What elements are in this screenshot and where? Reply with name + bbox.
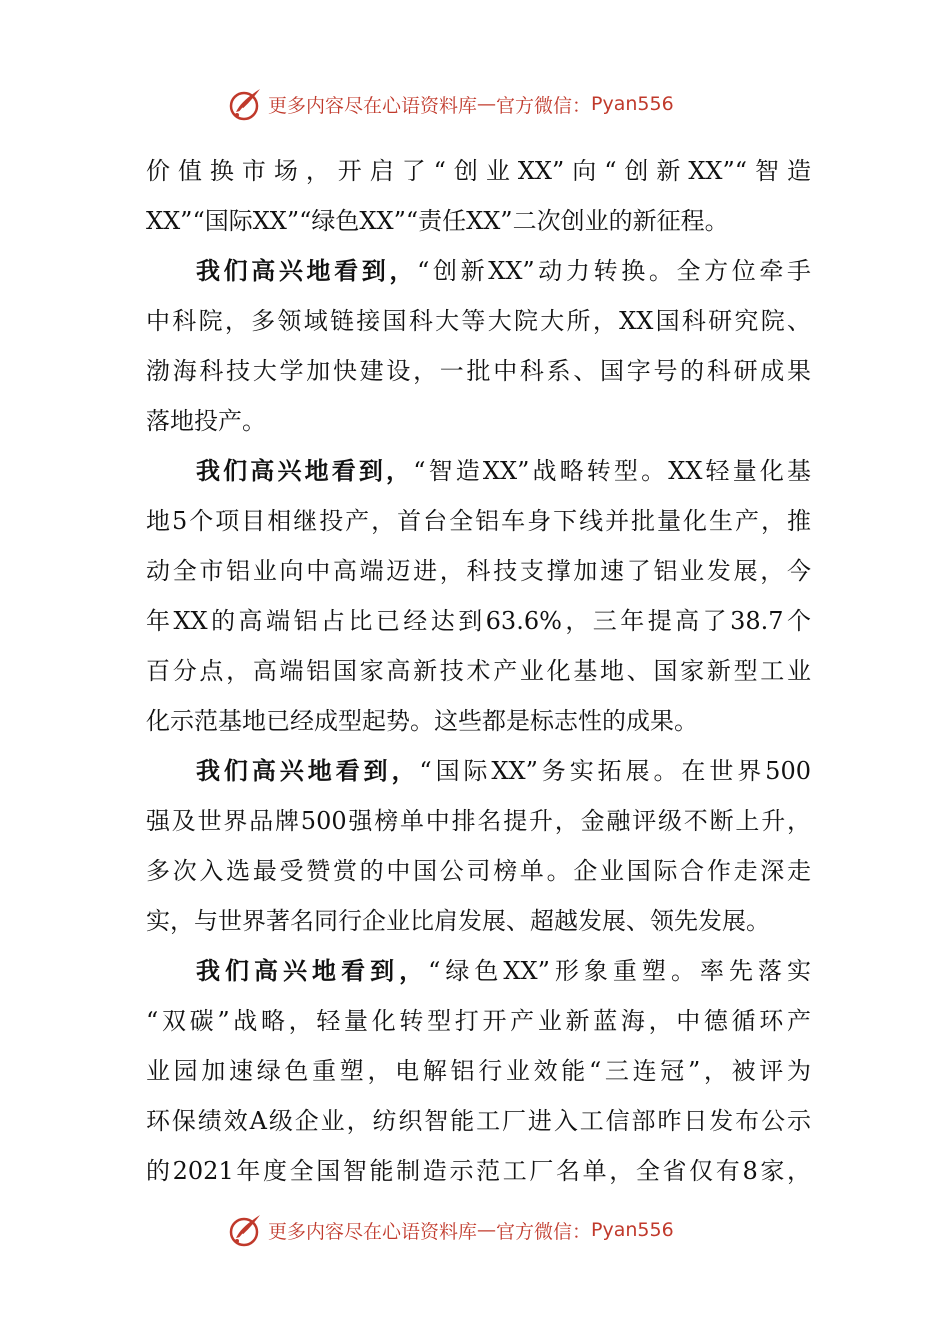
banner-text: 更多内容尽在心语资料库 [268,94,478,117]
paragraph-lead: 我们高兴地看到， [196,257,418,285]
text-line: 强及世界品牌500强榜单中排名提升，金融评级不断上升， [146,807,811,835]
banner-dash: — [477,1219,497,1241]
text-line: XX”“国际XX”“绿色XX”“责任XX”二次创业的新征程。 [146,207,729,235]
text-line: 中科院，多领域链接国科大等大院大所，XX国科研究院、 [146,307,811,335]
banner-wechat-label: 官方微信： [496,1220,592,1243]
paragraph-first-line [146,946,811,996]
text-segment: “创新XX”动力转换。全方位牵手 [417,257,811,285]
paragraph-first-line [146,246,811,296]
document-body [146,146,811,1196]
paragraph-first-line [146,746,811,796]
banner-dash: — [477,93,497,115]
text-line: 化示范基地已经成型起势。这些都是标志性的成果。 [146,707,698,735]
banner-text: 更多内容尽在心语资料库 [268,1220,478,1243]
text-line: 动全市铝业向中高端迈进，科技支撑加速了铝业发展，今 [146,557,811,585]
quill-seal-logo-icon [226,1210,266,1250]
banner-wechat-label: 官方微信： [496,94,592,117]
header-watermark-banner [226,84,726,124]
text-line: 业园加速绿色重塑，电解铝行业效能“三连冠”，被评为 [146,1057,811,1085]
text-line: 环保绩效A级企业，纺织智能工厂进入工信部昨日发布公示 [146,1107,811,1135]
quill-seal-logo-icon [226,84,266,124]
text-segment: “绿色XX”形象重塑。率先落实 [428,957,812,985]
text-line: 渤海科技大学加快建设，一批中科系、国字号的科研成果 [146,357,811,385]
text-line: “双碳”战略，轻量化转型打开产业新蓝海，中德循环产 [146,1007,811,1035]
paragraph-first-line [146,446,811,496]
text-line: 百分点，高端铝国家高新技术产业化基地、国家新型工业 [146,657,811,685]
paragraph-lead: 我们高兴地看到， [196,457,414,485]
paragraph-lead: 我们高兴地看到， [196,957,429,985]
text-line: 实，与世界著名同行企业比肩发展、超越发展、领先发展。 [146,907,770,935]
text-line: 的2021年度全国智能制造示范工厂名单，全省仅有8家， [146,1157,811,1185]
footer-watermark-banner [226,1210,726,1250]
text-line: 价值换市场，开启了“创业XX”向“创新XX”“智造 [146,157,811,185]
text-line: 多次入选最受赞赏的中国公司榜单。企业国际合作走深走 [146,857,811,885]
banner-wechat-id: Pyan556 [591,1219,674,1241]
text-line: 地5个项目相继投产，首台全铝车身下线并批量化生产，推 [146,507,811,535]
text-line: 落地投产。 [146,407,266,435]
text-line: 年XX的高端铝占比已经达到63.6%，三年提高了38.7个 [146,607,811,635]
banner-wechat-id: Pyan556 [591,93,674,115]
text-segment: “国际XX”务实拓展。在世界500 [419,757,811,785]
text-segment: “智造XX”战略转型。XX轻量化基 [413,457,811,485]
paragraph-lead: 我们高兴地看到， [196,757,420,785]
